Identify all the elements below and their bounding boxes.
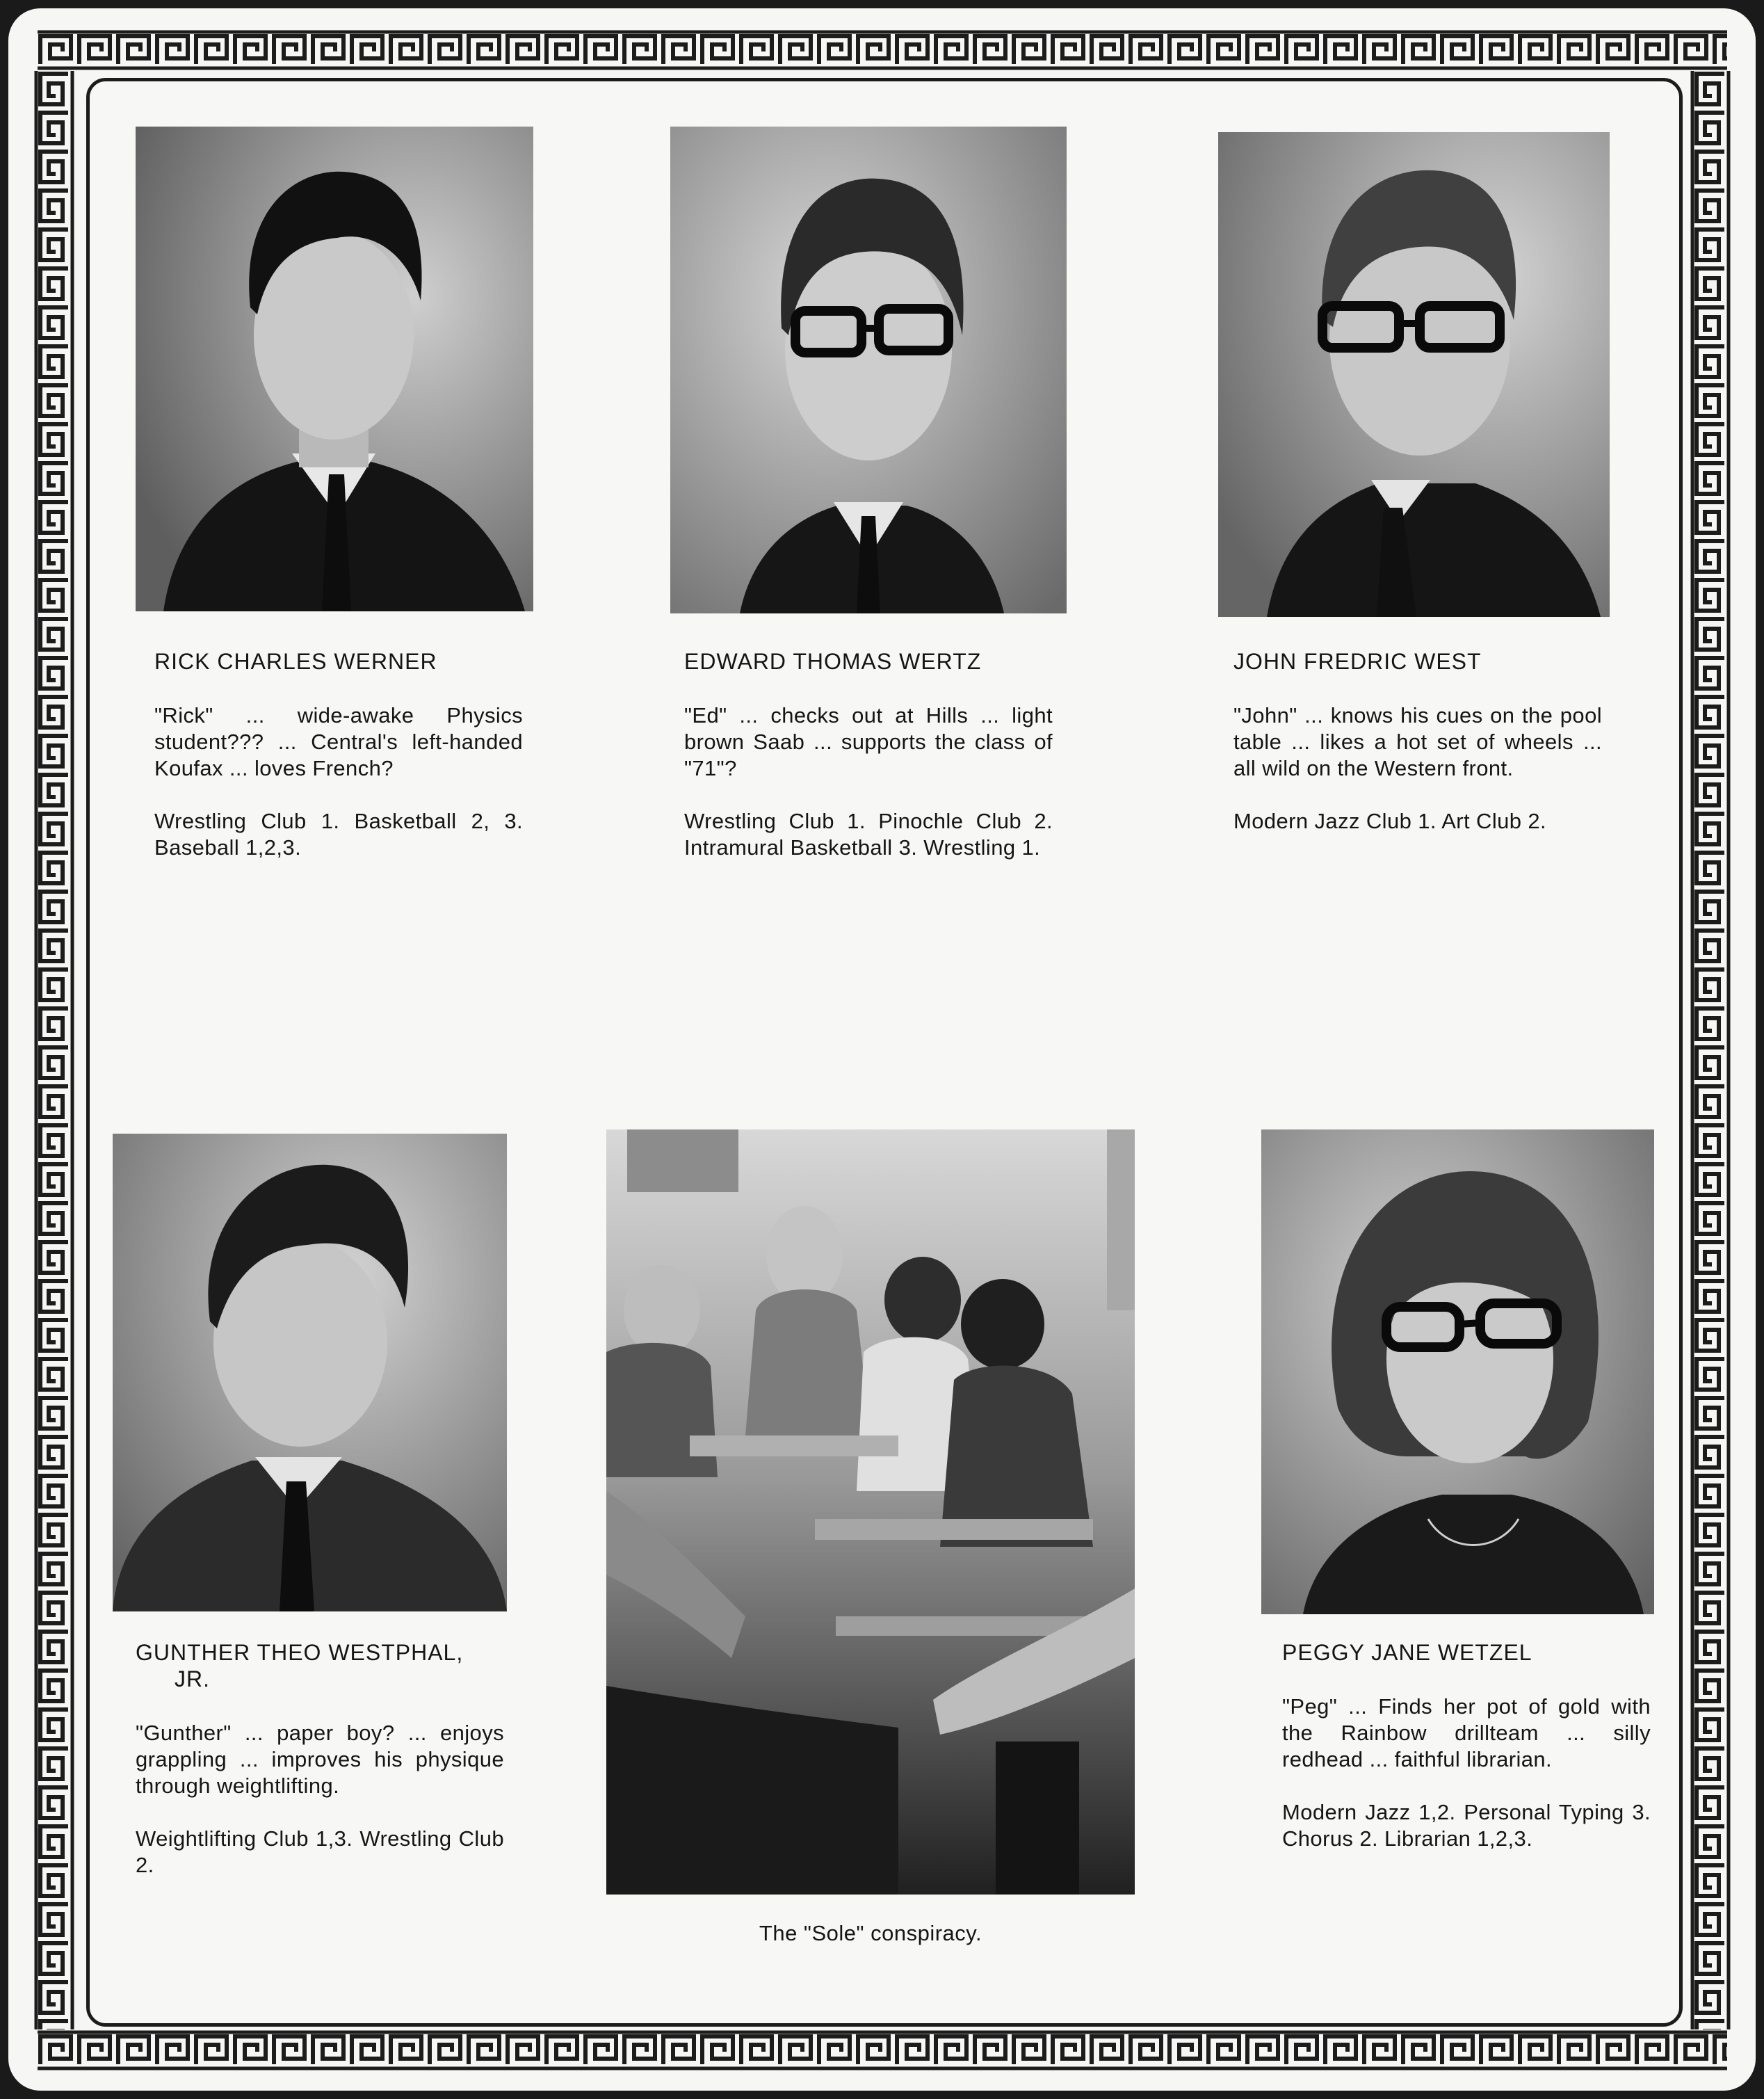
greek-key-border-right <box>1690 71 1731 2029</box>
greek-key-border-bottom <box>38 2029 1727 2071</box>
portrait-wertz <box>670 127 1067 613</box>
portrait-werner <box>136 127 533 611</box>
senior-activities: Weightlifting Club 1,3. Wrestling Club 2. <box>136 1826 504 1877</box>
senior-activities: Wrestling Club 1. Basketball 2, 3. Baseball 1,2,3. <box>154 809 523 860</box>
caption-wetzel <box>1282 1639 1651 1879</box>
senior-activities: Wrestling Club 1. Pinochle Club 2. Intramural Basketball 3. Wrestling 1. <box>684 809 1053 860</box>
senior-activities: Modern Jazz 1,2. Personal Typing 3. Chorus 2. Librarian 1,2,3. <box>1282 1800 1651 1851</box>
senior-name-main: GUNTHER THEO WESTPHAL, <box>136 1640 464 1665</box>
caption-wertz <box>684 648 1053 887</box>
senior-description: "Peg" ... Finds her pot of gold with the Rainbow drillteam ... silly redhead ... faithful librarian. <box>1282 1694 1651 1771</box>
senior-description: "Rick" ... wide-awake Physics student??? ... Central's left-handed Koufax ... loves French? <box>154 703 523 780</box>
portrait-west <box>1218 132 1610 617</box>
senior-name <box>136 1639 504 1692</box>
candid-photo <box>606 1129 1135 1895</box>
senior-name: JOHN FREDRIC WEST <box>1233 649 1482 674</box>
senior-description: "Gunther" ... paper boy? ... enjoys grappling ... improves his physique through weightlifting. <box>136 1721 504 1798</box>
candid-photo-caption: The "Sole" conspiracy. <box>759 1921 982 1945</box>
senior-description: "Ed" ... checks out at Hills ... light brown Saab ... supports the class of "71"? <box>684 703 1053 780</box>
senior-name: PEGGY JANE WETZEL <box>1282 1640 1532 1665</box>
portrait-wetzel <box>1261 1129 1654 1614</box>
caption-westphal <box>136 1639 504 1905</box>
caption-werner <box>154 648 523 887</box>
senior-description: "John" ... knows his cues on the pool table ... likes a hot set of wheels ... all wild on the Western front. <box>1233 703 1602 780</box>
caption-west <box>1233 648 1602 861</box>
greek-key-border-left <box>33 71 75 2029</box>
greek-key-border-top <box>38 29 1727 71</box>
senior-name-suffix: JR. <box>175 1666 210 1691</box>
portrait-westphal <box>113 1134 507 1611</box>
senior-activities: Modern Jazz Club 1. Art Club 2. <box>1233 809 1547 833</box>
senior-name: RICK CHARLES WERNER <box>154 649 437 674</box>
yearbook-page <box>8 8 1756 2091</box>
senior-name: EDWARD THOMAS WERTZ <box>684 649 982 674</box>
